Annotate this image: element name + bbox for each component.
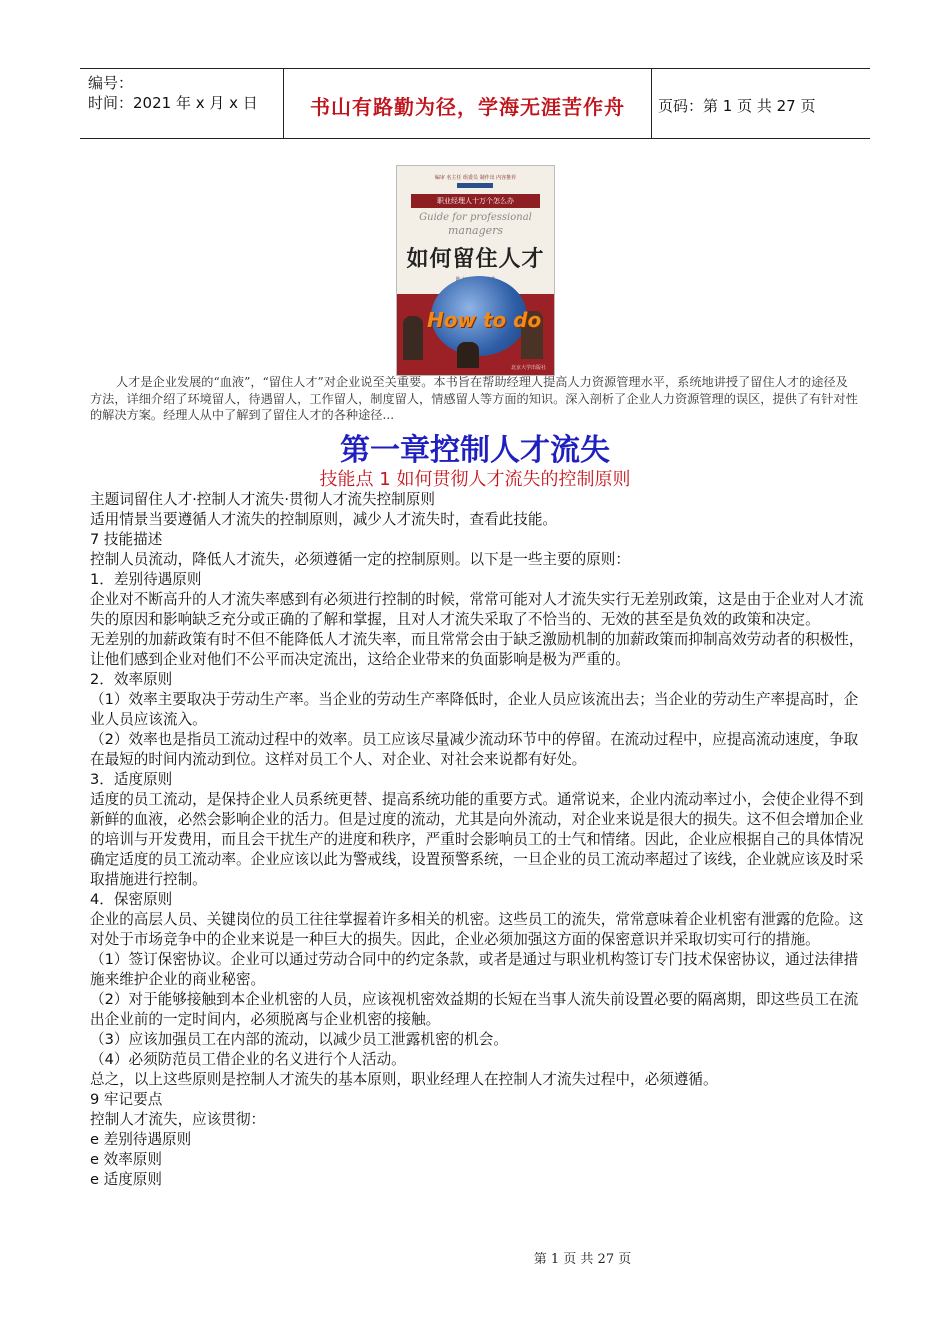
cover-series: 职业经理人十万个怎么办 bbox=[411, 194, 540, 208]
header-motto-cell bbox=[284, 69, 652, 138]
body-line: 9 牢记要点 bbox=[90, 1091, 163, 1108]
cover-publisher: 北京大学出版社 bbox=[510, 365, 546, 371]
person-figure bbox=[403, 316, 423, 360]
page-label: 页码：第 1 页 共 27 页 bbox=[658, 97, 816, 115]
motto: 书山有路勤为径，学海无涯苦作舟 bbox=[310, 95, 625, 119]
book-cover-image bbox=[396, 165, 555, 376]
body-line: 适用情景当要遵循人才流失的控制原则，减少人才流失时，查看此技能。 bbox=[90, 511, 558, 528]
body-line: 控制人才流失，应该贯彻： bbox=[90, 1111, 266, 1128]
header-page-cell bbox=[652, 69, 870, 138]
page-header bbox=[80, 68, 870, 139]
body-line: （2）效率也是指员工流动过程中的效率。员工应该尽量减少流动环节中的停留。在流动过程中，应提高流动速度，争取在最短的时间内流动到位。这样对员工个人、对企业、对社会来说都有好处。 bbox=[90, 731, 859, 768]
cover-tag bbox=[457, 183, 493, 188]
chapter-title: 第一章控制人才流失 bbox=[340, 433, 610, 468]
body-line: 企业的高层人员、关键岗位的员工往往掌握着许多相关的机密。这些员工的流失，常常意味着企业机密有泄露的危险。这对处于市场竞争中的企业来说是一种巨大的损失。因此，企业必须加强这方面的保密意识并采取切实可行的措施。 bbox=[90, 911, 864, 948]
body-line: 4．保密原则 bbox=[90, 891, 173, 908]
body-line: 适度的员工流动，是保持企业人员系统更替、提高系统功能的重要方式。通常说来，企业内流动率过小，会使企业得不到新鲜的血液，必然会影响企业的活力。但是过度的流动，尤其是向外流动，对企业来说是很大的损失。这不但会增加企业的培训与开发费用，而且会干扰生产的进度和秩序，严重时会影响员工的士气和情绪。因此，企业应根据自己的具体情况确定适度的员工流动率。企业应该以此为警戒线，设置预警系统，一旦企业的员工流动率超过了该线，企业就应该及时采取措施进行控制。 bbox=[90, 791, 864, 888]
body-line: 2．效率原则 bbox=[90, 671, 173, 688]
body-line: e 适度原则 bbox=[90, 1171, 162, 1188]
body-line: 总之，以上这些原则是控制人才流失的基本原则，职业经理人在控制人才流失过程中，必须遵循。 bbox=[90, 1071, 718, 1088]
time-label: 时间：2021 年 x 月 x 日 bbox=[88, 94, 258, 112]
cover-title: 如何留住人才 bbox=[406, 246, 545, 272]
cover-en-line1: Guide for professional bbox=[419, 212, 532, 223]
body-line: （1）效率主要取决于劳动生产率。当企业的劳动生产率降低时，企业人员应该流出去；当企业的劳动生产率提高时，企业人员应该流入。 bbox=[90, 691, 859, 728]
section-title: 技能点 1 如何贯彻人才流失的控制原则 bbox=[319, 469, 631, 490]
body-line: 主题词留住人才·控制人才流失·贯彻人才流失控制原则 bbox=[90, 491, 435, 508]
body-line: e 效率原则 bbox=[90, 1151, 162, 1168]
header-meta-cell bbox=[80, 69, 284, 138]
cover-how-to: How to do bbox=[427, 308, 542, 332]
body-line: e 差别待遇原则 bbox=[90, 1131, 192, 1148]
page-footer: 第 1 页 共 27 页 bbox=[533, 1252, 632, 1267]
person-figure bbox=[457, 342, 479, 368]
body-line: （3）应该加强员工在内部的流动，以减少员工泄露机密的机会。 bbox=[90, 1031, 508, 1048]
number-label: 编号： bbox=[88, 74, 134, 92]
body-line: 控制人员流动，降低人才流失，必须遵循一定的控制原则。以下是一些主要的原则： bbox=[90, 551, 630, 568]
body-line: 1．差别待遇原则 bbox=[90, 571, 202, 588]
body-line: （1）签订保密协议。企业可以通过劳动合同中的约定条款，或者是通过与职业机构签订专门技术保密协议，通过法律措施来维护企业的商业秘密。 bbox=[90, 951, 859, 988]
body-line: 无差别的加薪政策有时不但不能降低人才流失率，而且常常会由于缺乏激励机制的加薪政策而抑制高效劳动者的积极性，让他们感到企业对他们不公平而决定流出，这给企业带来的负面影响是极为严重的。 bbox=[90, 631, 864, 668]
intro-paragraph: 人才是企业发展的“血液”，“留住人才”对企业说至关重要。本书旨在帮助经理人提高人力资源管理水平，系统地讲授了留住人才的途径及方法，详细介绍了环境留人，待遇留人，工作留人，制度留人，情感留人等方面的知识。深入剖析了企业人力资源管理的误区，提供了有针对性的解决方案。经理人从中了解到了留住人才的各种途径... bbox=[90, 375, 858, 422]
body-line: （2）对于能够接触到本企业机密的人员，应该视机密效益期的长短在当事人流失前设置必要的隔离期，即这些员工在流出企业前的一定时间内，必须脱离与企业机密的接触。 bbox=[90, 991, 859, 1028]
cover-top-band: 编审 名主任 组委员 制作出 内容推荐 bbox=[434, 175, 517, 181]
body-line: 3．适度原则 bbox=[90, 771, 173, 788]
body-line: 企业对不断高升的人才流失率感到有必须进行控制的时候，常常可能对人才流失实行无差别政策，这是由于企业对人才流失的原因和影响缺乏充分或正确的了解和掌握，且对人才流失采取了不恰当的、无效的甚至是负效的政策和决定。 bbox=[90, 591, 864, 628]
body-text bbox=[90, 490, 870, 1190]
body-line: （4）必须防范员工借企业的名义进行个人活动。 bbox=[90, 1051, 406, 1068]
cover-en-line2: managers bbox=[447, 224, 504, 237]
body-line: 7 技能描述 bbox=[90, 531, 163, 548]
